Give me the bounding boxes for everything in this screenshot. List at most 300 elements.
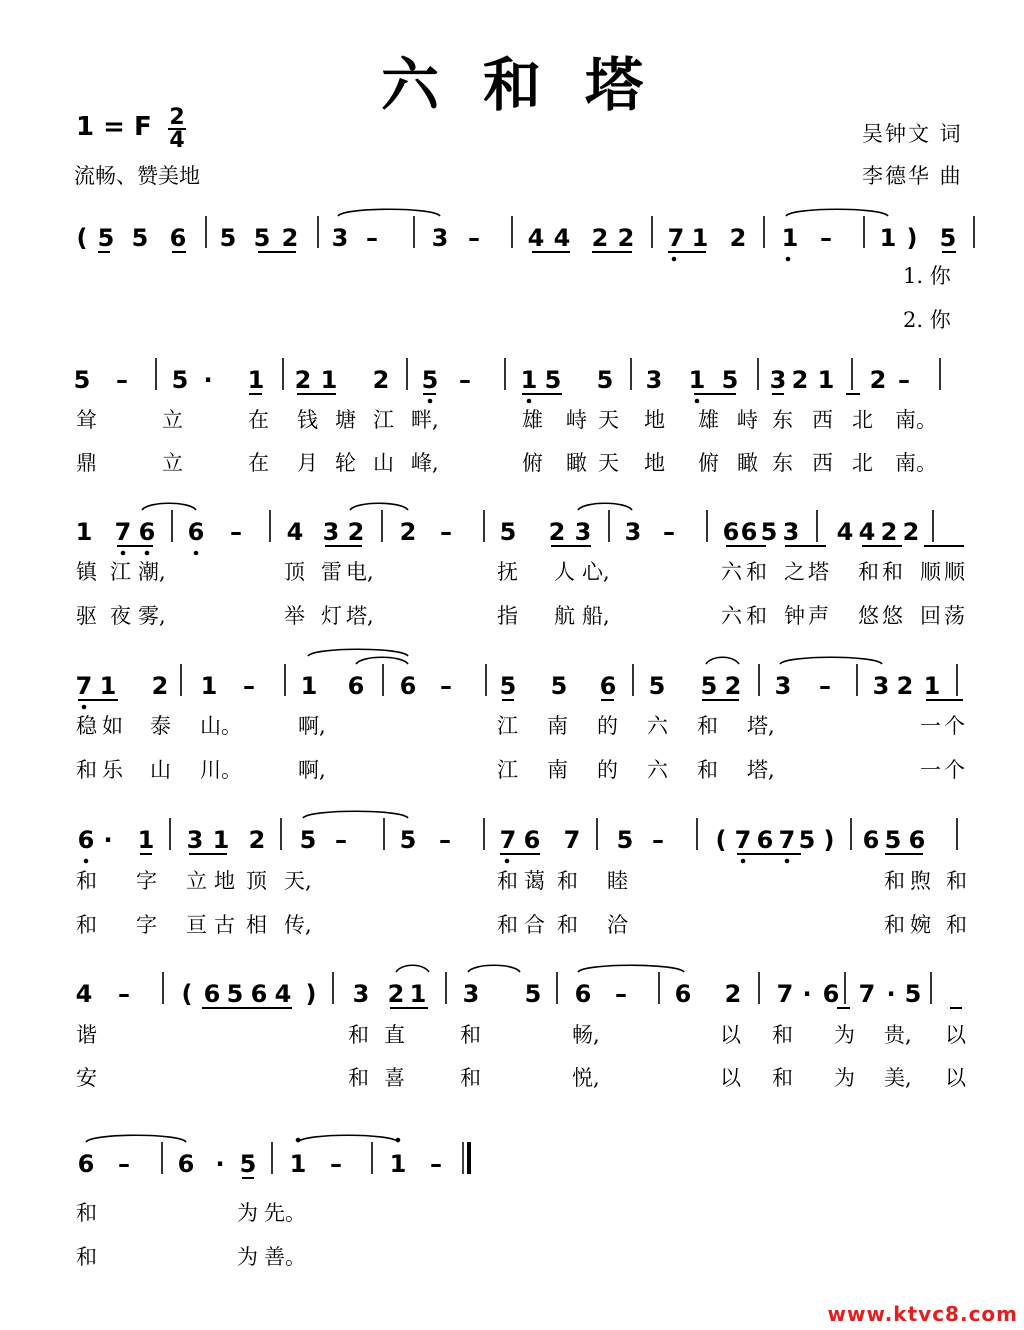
lyric-syllable: 塔, [747,758,775,782]
dash-mark: – [459,366,471,394]
lyric-syllable: 瞰 [737,451,758,475]
lyric-syllable: 船, [582,604,610,628]
lyric-syllable: 东 [772,408,793,432]
note: 1 [247,366,265,394]
dash-mark: – [819,672,831,700]
octave-dot [505,859,510,864]
note: 6 [347,672,365,700]
note: 2 [548,518,566,546]
tie-slur [308,649,408,656]
lyric-syllable: 古 [214,913,235,937]
note: 6 [574,980,592,1008]
lyric-syllable: 南。 [895,451,937,475]
lyric-syllable: 传, [284,913,312,937]
tie-slur [86,1135,186,1142]
note: 7 [75,672,93,700]
lyric-syllable: 西 [812,408,833,432]
note: 5 [596,366,614,394]
lyric-syllable: 和 [460,1023,481,1047]
dash-mark: – [118,980,130,1008]
note: 5 [700,672,718,700]
note: 5 [544,366,562,394]
octave-dot [396,1138,401,1143]
note: 2 [399,518,417,546]
lyric-syllable: 和 [76,1245,97,1269]
note: 6 [169,224,187,252]
note: 3 [774,672,792,700]
note: 2 [729,224,747,252]
note: 6 [77,1150,95,1178]
tempo-marking: 流畅、赞美地 [74,164,200,188]
lyric-syllable: 钟 [784,604,805,628]
tie-slur [142,503,196,510]
lyric-syllable: 立 [186,869,207,893]
time-signature-top: 2 [169,105,185,130]
dash-mark: – [366,224,378,252]
note: 1 [75,518,93,546]
lyric-syllable: 雷 [321,560,342,584]
note: 5 [239,1150,257,1178]
lyric-syllable: 泰 [150,714,171,738]
lyric-syllable: 峰, [411,451,439,475]
lyric-syllable: 一 [920,758,941,782]
lyric-syllable: 西 [812,451,833,475]
lyric-syllable: 和 [348,1066,369,1090]
octave-dot [741,859,746,864]
note: 6 [908,826,926,854]
octave-dot [121,551,126,556]
lyric-syllable: 立 [162,408,183,432]
note: 5 [253,224,271,252]
lyric-syllable: 顺 [944,560,965,584]
note: 6 [77,826,95,854]
tie-slur [350,503,408,510]
lyric-syllable: 心, [582,560,610,584]
note: 5 [299,826,317,854]
lyric-syllable: 塔, [747,714,775,738]
lyric-syllable: 雄 [522,408,543,432]
dash-mark: – [468,224,480,252]
note: 3 [352,980,370,1008]
lyric-syllable: 夜 [110,604,131,628]
lyric-syllable: 1. 你 [903,264,951,288]
note: 4 [75,980,93,1008]
octave-dot [145,551,150,556]
note: 3 [769,366,787,394]
note: · [886,980,896,1008]
note: 2 [880,518,898,546]
lyric-syllable: 六 [647,758,668,782]
lyric-syllable: 和 [76,1201,97,1225]
lyric-syllable: 和 [497,913,518,937]
note: 4 [858,518,876,546]
note: 6 [203,980,221,1008]
lyric-syllable: 灯 [321,604,342,628]
note: 3 [186,826,204,854]
octave-dot [428,399,433,404]
lyric-syllable: 和 [76,869,97,893]
lyric-syllable: 字 [136,869,157,893]
tie-slur [396,965,429,972]
note: 1 [300,672,318,700]
note: 5 [884,826,902,854]
note: 2 [281,224,299,252]
note: 3 [322,518,340,546]
octave-dot [194,551,199,556]
note: 2 [724,672,742,700]
lyric-syllable: 和 [858,560,879,584]
note: 1 [688,366,706,394]
lyric-syllable: 东 [772,451,793,475]
lyric-syllable: 和 [697,758,718,782]
lyric-syllable: 塔, [346,604,374,628]
lyric-syllable: 月 [297,451,318,475]
lyric-syllable: 先。 [264,1201,306,1225]
dash-mark: – [663,518,675,546]
tie-slur [468,965,520,972]
lyric-syllable: 南 [547,714,568,738]
lyric-syllable: 为 [834,1066,855,1090]
note: 2 [902,518,920,546]
lyric-syllable: 悠 [858,604,879,628]
dash-mark: – [820,224,832,252]
lyric-syllable: 和 [884,869,905,893]
note: 1 [923,672,941,700]
lyric-syllable: 举 [284,604,305,628]
lyric-syllable: 指 [497,604,518,628]
note: 7 [563,826,581,854]
note: 5 [904,980,922,1008]
note: 4 [274,980,292,1008]
lyric-syllable: 和 [497,869,518,893]
lyric-syllable: 驱 [76,604,97,628]
lyric-syllable: 江 [373,408,394,432]
lyric-syllable: 啊, [298,758,326,782]
note: 7 [667,224,685,252]
note: 2 [294,366,312,394]
dash-mark: – [230,518,242,546]
note: 1 [137,826,155,854]
lyric-syllable: 镇 [76,560,97,584]
note: 2 [869,366,887,394]
lyric-syllable: 之 [784,560,805,584]
note: 7 [499,826,517,854]
note: 4 [286,518,304,546]
lyric-syllable: 2. 你 [903,308,951,332]
note: 6 [177,1150,195,1178]
note: 7 [778,826,796,854]
note: 6 [523,826,541,854]
lyric-syllable: 善。 [264,1245,306,1269]
dash-mark: – [116,366,128,394]
note: 3 [574,518,592,546]
lyric-syllable: 的 [597,758,618,782]
note: 5 [616,826,634,854]
note: 1 [200,672,218,700]
octave-dot [82,705,87,710]
lyricist-credit: 吴钟文 词 [862,122,963,146]
lyric-syllable: 钱 [297,408,318,432]
lyric-syllable: 山 [373,451,394,475]
lyric-syllable: 航 [554,604,575,628]
song-title: 六和塔 [380,51,687,119]
paren-mark: ) [906,224,918,252]
tie-slur [578,965,684,972]
lyric-syllable: 美, [884,1066,912,1090]
lyric-syllable: 婉 [910,913,931,937]
note: 3 [624,518,642,546]
lyric-syllable: 以 [720,1066,741,1090]
note: 5 [131,224,149,252]
lyric-syllable: 六 [721,560,742,584]
dash-mark: – [118,1150,130,1178]
note: 7 [776,980,794,1008]
octave-dot [84,859,89,864]
lyric-syllable: 峙 [737,408,758,432]
note: 5 [721,366,739,394]
note: 2 [347,518,365,546]
lyric-syllable: 俯 [522,451,543,475]
note: 2 [248,826,266,854]
lyric-syllable: 悦, [572,1066,600,1090]
tie-slur [578,503,632,510]
dash-mark: – [430,1150,442,1178]
octave-dot [296,1138,301,1143]
lyric-syllable: 六 [647,714,668,738]
lyric-syllable: 的 [597,714,618,738]
note: 6 [722,518,740,546]
lyric-syllable: 声 [808,604,829,628]
paren-mark: ) [823,826,835,854]
lyric-syllable: 人 [554,560,575,584]
lyric-syllable: 和 [557,869,578,893]
lyric-syllable: 潮, [138,560,166,584]
lyric-syllable: 地 [214,869,235,893]
dash-mark: – [335,826,347,854]
note: 6 [822,980,840,1008]
lyric-syllable: 个 [944,758,965,782]
note: 1 [781,224,799,252]
lyric-syllable: 和 [557,913,578,937]
lyric-syllable: 乐 [102,758,123,782]
note: 7 [858,980,876,1008]
note: 1 [409,980,427,1008]
note: 3 [782,518,800,546]
note: 6 [250,980,268,1008]
lyric-syllable: 和 [746,604,767,628]
octave-dot [785,859,790,864]
lyric-syllable: 江 [497,758,518,782]
lyric-syllable: 和 [772,1066,793,1090]
octave-dot [672,257,677,262]
lyric-syllable: 为 [237,1245,258,1269]
dash-mark: – [439,826,451,854]
lyric-syllable: 山。 [200,714,242,738]
lyric-syllable: 和 [946,913,967,937]
note: 1 [289,1150,307,1178]
lyric-syllable: 雾, [138,604,166,628]
note: 1 [879,224,897,252]
tie-slur [298,1135,398,1142]
lyric-syllable: 睦 [607,869,628,893]
lyric-syllable: 北 [852,451,873,475]
lyric-syllable: 蔼 [524,869,545,893]
octave-dot [786,257,791,262]
lyric-syllable: 在 [248,408,269,432]
note: 3 [431,224,449,252]
note: 5 [550,672,568,700]
note: 5 [499,672,517,700]
lyric-syllable: 南 [547,758,568,782]
lyric-syllable: 和 [884,913,905,937]
lyric-syllable: 一 [920,714,941,738]
note: 2 [724,980,742,1008]
lyric-syllable: 地 [644,408,665,432]
lyric-syllable: 和 [76,913,97,937]
dash-mark: – [440,672,452,700]
note: 6 [862,826,880,854]
lyric-syllable: 字 [136,913,157,937]
dash-mark: – [330,1150,342,1178]
note: 5 [219,224,237,252]
lyric-syllable: 鼎 [76,451,97,475]
lyric-syllable: 顺 [920,560,941,584]
lyric-syllable: 荡 [944,604,965,628]
lyric-syllable: 亘 [186,913,207,937]
note: 2 [791,366,809,394]
lyric-syllable: 塘 [335,408,356,432]
note: 1 [691,224,709,252]
lyric-syllable: 轮 [335,451,356,475]
key-signature: 1 = F [76,112,152,142]
note: · [215,1150,225,1178]
lyric-syllable: 电, [346,560,374,584]
lyric-syllable: 畔, [411,408,439,432]
lyric-syllable: 顶 [284,560,305,584]
note: 2 [151,672,169,700]
lyric-syllable: 峙 [566,408,587,432]
lyric-syllable: 相 [246,913,267,937]
lyric-syllable: 和 [348,1023,369,1047]
site-watermark: www.ktvc8.com [827,1302,1018,1326]
note: 6 [599,672,617,700]
note: 2 [372,366,390,394]
dash-mark: – [898,366,910,394]
note: 5 [226,980,244,1008]
tie-slur [706,657,739,664]
tie-slur [780,657,882,664]
lyric-syllable: 南。 [895,408,937,432]
lyric-syllable: 俯 [698,451,719,475]
note: 5 [648,672,666,700]
paren-mark: ) [305,980,317,1008]
note: 2 [591,224,609,252]
lyric-syllable: 顶 [246,869,267,893]
lyric-syllable: 江 [110,560,131,584]
note: 4 [527,224,545,252]
tie-slur [786,209,888,216]
lyric-syllable: 瞰 [566,451,587,475]
note: 1 [520,366,538,394]
lyric-syllable: 以 [720,1023,741,1047]
note: 5 [524,980,542,1008]
lyric-syllable: 立 [162,451,183,475]
note: 5 [421,366,439,394]
dash-mark: – [243,672,255,700]
lyric-syllable: 安 [76,1066,97,1090]
note: · [103,826,113,854]
lyric-syllable: 天, [284,869,312,893]
note: 5 [171,366,189,394]
lyric-syllable: 江 [497,714,518,738]
lyric-syllable: 和 [882,560,903,584]
lyric-syllable: 北 [852,408,873,432]
lyric-syllable: 和 [946,869,967,893]
lyric-syllable: 喜 [384,1066,405,1090]
lyric-syllable: 川。 [200,758,242,782]
lyric-syllable: 煦 [910,869,931,893]
lyric-syllable: 和 [76,758,97,782]
lyric-syllable: 天 [598,408,619,432]
note: 3 [645,366,663,394]
note: 2 [896,672,914,700]
note: 6 [756,826,774,854]
note: 1 [99,672,117,700]
lyric-syllable: 在 [248,451,269,475]
note: 3 [462,980,480,1008]
lyric-syllable: 抚 [497,560,518,584]
lyric-syllable: 和 [772,1023,793,1047]
note: · [203,366,213,394]
note: 4 [553,224,571,252]
lyric-syllable: 合 [524,913,545,937]
time-signature-bottom: 4 [169,128,185,153]
note: 5 [760,518,778,546]
lyric-syllable: 雄 [698,408,719,432]
lyric-syllable: 回 [920,604,941,628]
lyric-syllable: 啊, [298,714,326,738]
note: 1 [389,1150,407,1178]
lyric-syllable: 畅, [572,1023,600,1047]
lyric-syllable: 悠 [882,604,903,628]
note: · [802,980,812,1008]
lyric-syllable: 为 [237,1201,258,1225]
note: 6 [740,518,758,546]
lyric-syllable: 以 [945,1066,966,1090]
dash-mark: – [652,826,664,854]
note: 7 [114,518,132,546]
lyric-syllable: 天 [598,451,619,475]
lyric-syllable: 直 [384,1023,405,1047]
note: 2 [617,224,635,252]
note: 7 [734,826,752,854]
lyric-syllable: 山 [150,758,171,782]
tie-slur [303,811,408,818]
tie-slur [338,209,440,216]
note: 5 [798,826,816,854]
lyric-syllable: 耸 [76,408,97,432]
note: 6 [674,980,692,1008]
note: 5 [499,518,517,546]
lyric-syllable: 个 [944,714,965,738]
lyric-syllable: 为 [834,1023,855,1047]
note: 6 [187,518,205,546]
lyric-syllable: 和 [460,1066,481,1090]
paren-mark: ( [76,224,88,252]
dash-mark: – [440,518,452,546]
note: 6 [138,518,156,546]
note: 1 [212,826,230,854]
